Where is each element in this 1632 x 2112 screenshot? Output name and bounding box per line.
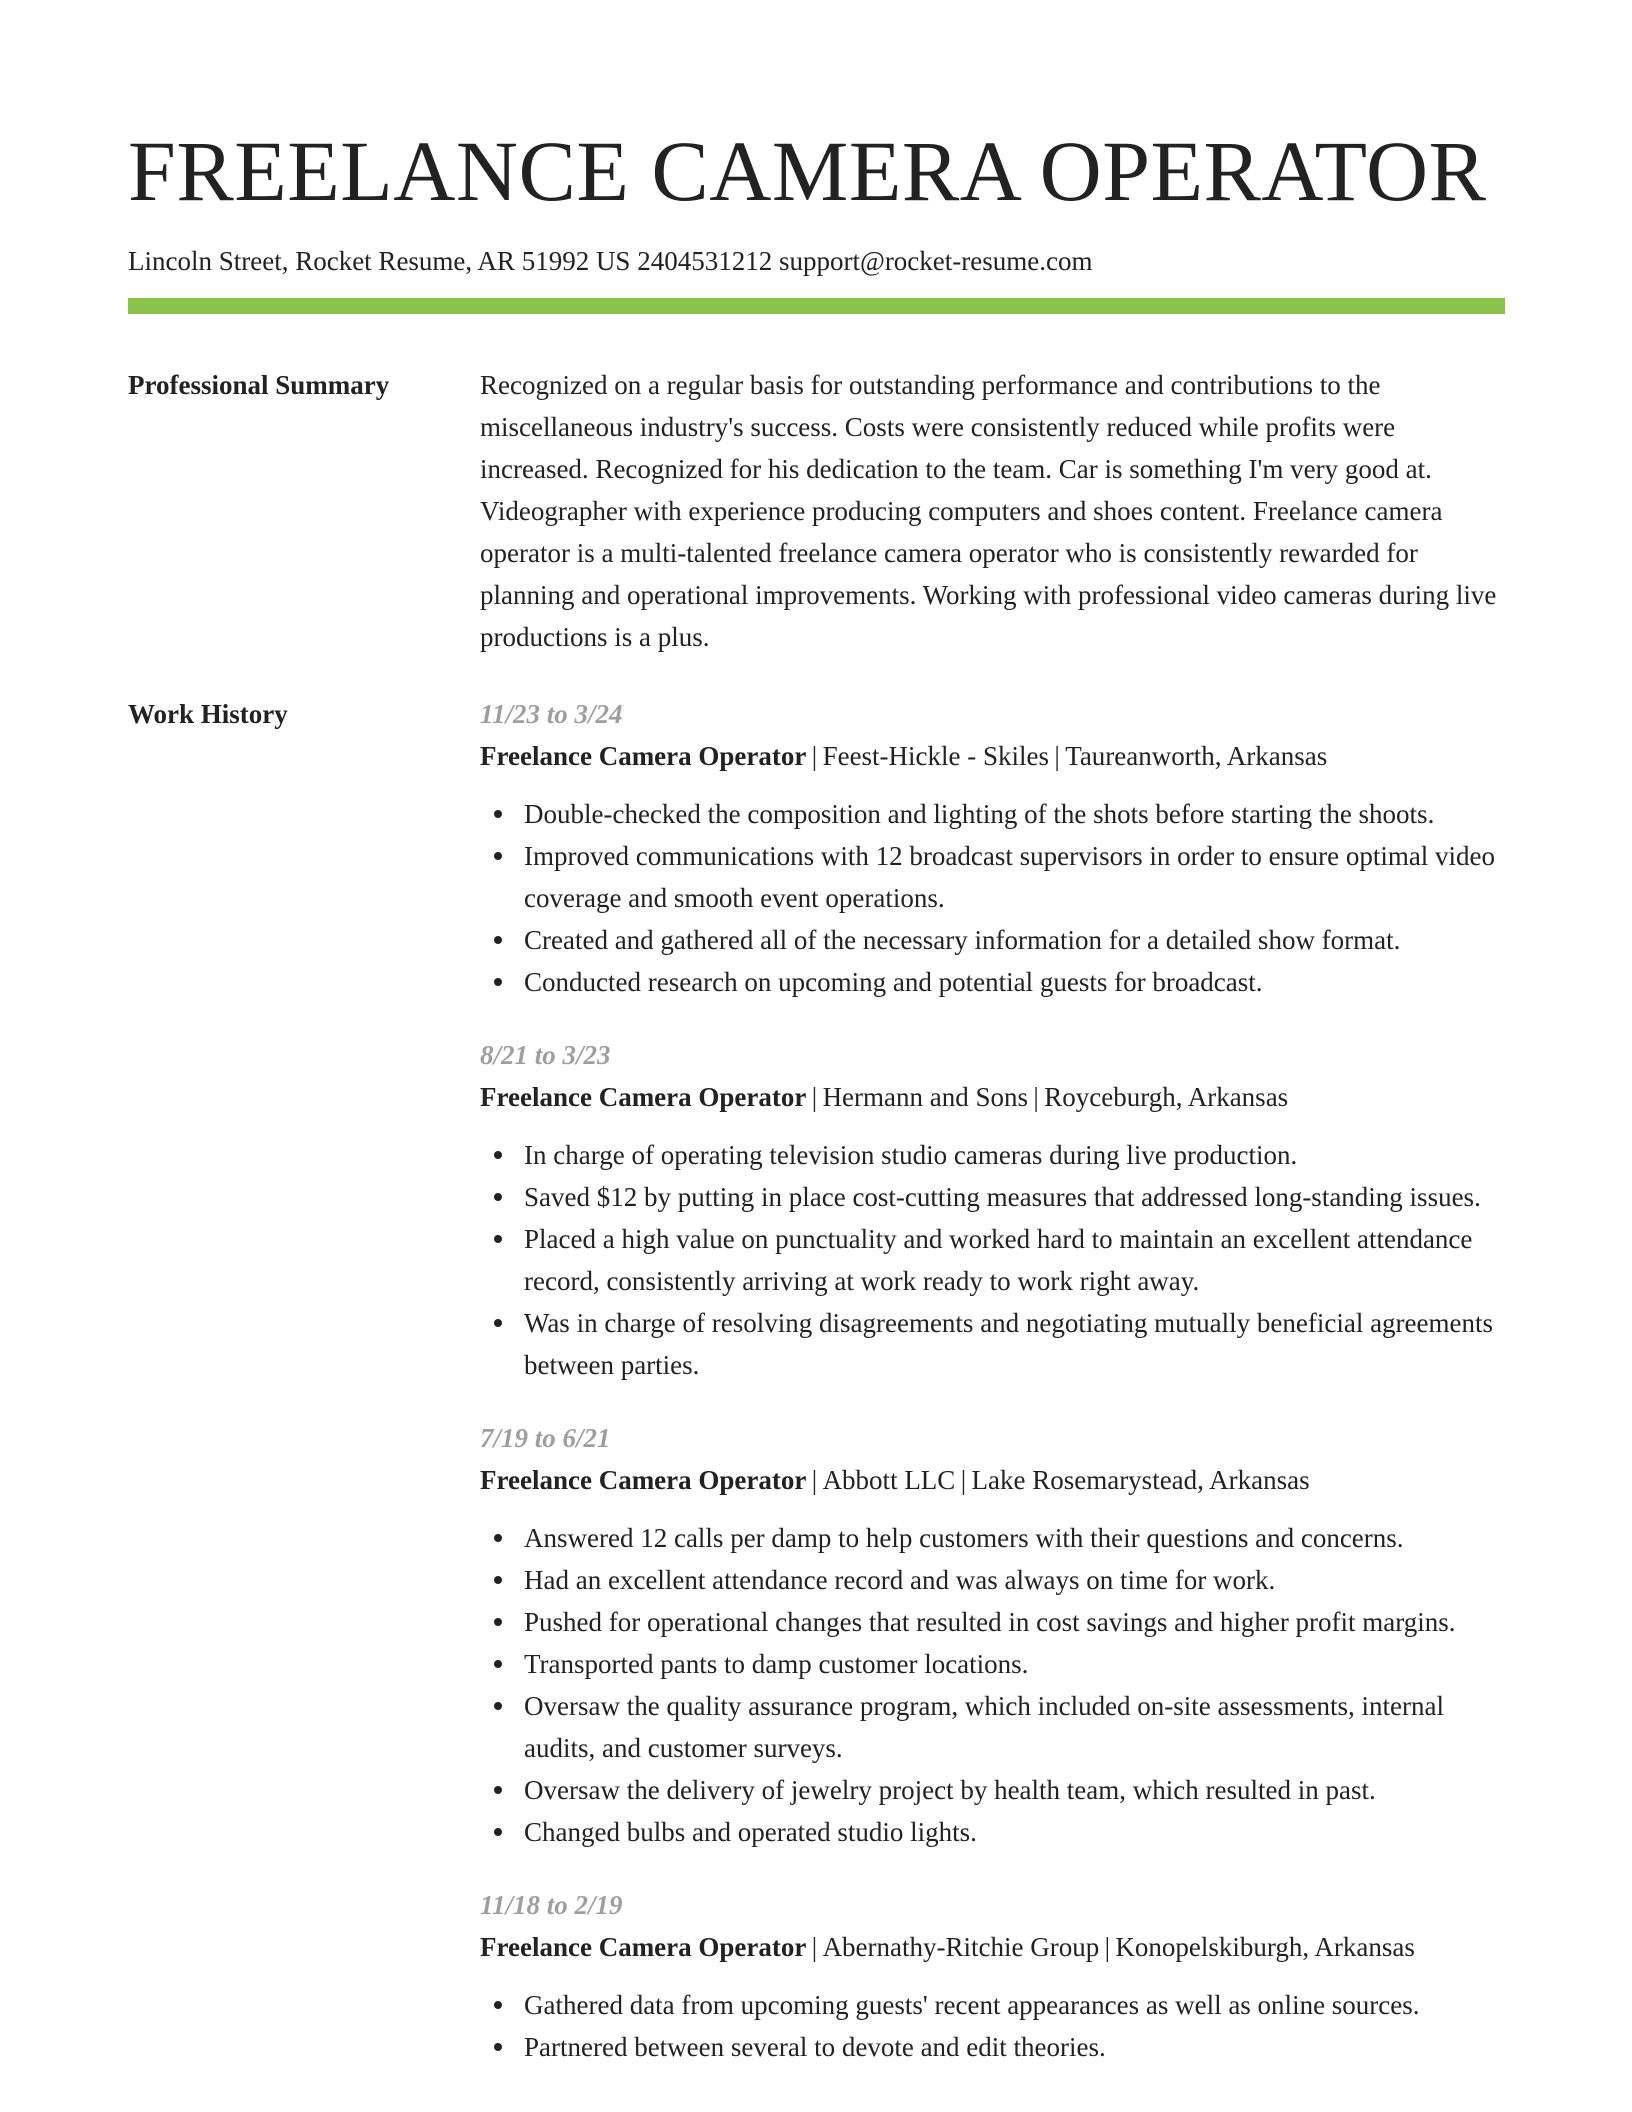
- job-company: Hermann and Sons: [822, 1082, 1029, 1112]
- job-dates: 11/18 to 2/19: [480, 1890, 623, 1920]
- work-history-section: [128, 693, 1505, 2068]
- job-company: Abernathy-Ritchie Group: [822, 1932, 1100, 1962]
- job-location: Taureanworth, Arkansas: [1065, 741, 1328, 771]
- job-duty: Gathered data from upcoming guests' recent appearances as well as online sources.: [524, 1984, 1505, 2026]
- job-entry: [480, 693, 1505, 1003]
- candidate-name: FREELANCE CAMERA OPERATOR: [128, 123, 1487, 219]
- job-duty: Created and gathered all of the necessary information for a detailed show format.: [524, 919, 1505, 961]
- contact-email: support@rocket-resume.com: [778, 246, 1093, 276]
- professional-summary-content: [480, 364, 1505, 658]
- job-dates: 8/21 to 3/23: [480, 1040, 611, 1070]
- contact-line: [128, 244, 1505, 278]
- section-label-work-history: Work History: [128, 699, 288, 729]
- professional-summary-section: [128, 364, 1505, 658]
- job-role-line: Freelance Camera Operator | Feest-Hickle - Skiles | Taureanworth, Arkansas: [480, 741, 1328, 771]
- contact-address: Lincoln Street, Rocket Resume, AR 51992 US: [128, 246, 631, 276]
- job-duty: In charge of operating television studio cameras during live production.: [524, 1134, 1505, 1176]
- resume-page: [128, 0, 1505, 2068]
- job-duty: Was in charge of resolving disagreements and negotiating mutually beneficial agreements between parties.: [524, 1302, 1505, 1386]
- job-role-line: Freelance Camera Operator | Abbott LLC | Lake Rosemarystead, Arkansas: [480, 1465, 1310, 1495]
- job-location: Royceburgh, Arkansas: [1044, 1082, 1289, 1112]
- job-dates: 7/19 to 6/21: [480, 1423, 611, 1453]
- professional-summary-text: Recognized on a regular basis for outstanding performance and contributions to the miscellaneous industry's success. Costs were consistently reduced while profits were increased. Recognized for his dedication to the team. Car is something I'm very good at. Videographer with experience producing computers and shoes content. Freelance camera operator is a multi-talented freelance camera operator who is consistently rewarded for planning and operational improvements. Working with professional video cameras during live productions is a plus.: [480, 370, 1497, 652]
- job-entry: [480, 1034, 1505, 1386]
- job-duty: Answered 12 calls per damp to help customers with their questions and concerns.: [524, 1517, 1505, 1559]
- job-title: Freelance Camera Operator: [480, 1465, 807, 1495]
- job-duty: Improved communications with 12 broadcast supervisors in order to ensure optimal video coverage and smooth event operations.: [524, 835, 1505, 919]
- job-location: Lake Rosemarystead, Arkansas: [971, 1465, 1310, 1495]
- job-company: Feest-Hickle - Skiles: [822, 741, 1050, 771]
- job-duty: Placed a high value on punctuality and worked hard to maintain an excellent attendance record, consistently arriving at work ready to work right away.: [524, 1218, 1505, 1302]
- header-divider: [128, 298, 1505, 314]
- job-title: Freelance Camera Operator: [480, 741, 807, 771]
- job-location: Konopelskiburgh, Arkansas: [1115, 1932, 1415, 1962]
- job-duty: Oversaw the quality assurance program, which included on-site assessments, internal audits, and customer surveys.: [524, 1685, 1505, 1769]
- job-duty: Had an excellent attendance record and was always on time for work.: [524, 1559, 1505, 1601]
- section-label-professional-summary: Professional Summary: [128, 370, 390, 400]
- job-company: Abbott LLC: [822, 1465, 956, 1495]
- job-duties-list: [480, 1134, 1505, 1386]
- job-duty: Conducted research on upcoming and potential guests for broadcast.: [524, 961, 1505, 1003]
- job-duties-list: [480, 1984, 1505, 2068]
- job-duties-list: [480, 1517, 1505, 1853]
- job-duty: Oversaw the delivery of jewelry project by health team, which resulted in past.: [524, 1769, 1505, 1811]
- job-title: Freelance Camera Operator: [480, 1932, 807, 1962]
- work-history-content: [480, 693, 1505, 2068]
- job-role-line: Freelance Camera Operator | Abernathy-Ritchie Group | Konopelskiburgh, Arkansas: [480, 1932, 1415, 1962]
- job-duty: Changed bulbs and operated studio lights.: [524, 1811, 1505, 1853]
- job-duty: Transported pants to damp customer locations.: [524, 1643, 1505, 1685]
- job-duty: Double-checked the composition and lighting of the shots before starting the shoots.: [524, 793, 1505, 835]
- job-entry: [480, 1417, 1505, 1853]
- job-duty: Partnered between several to devote and edit theories.: [524, 2026, 1505, 2068]
- contact-phone: 2404531212: [637, 246, 773, 276]
- job-duties-list: [480, 793, 1505, 1003]
- job-role-line: Freelance Camera Operator | Hermann and Sons | Royceburgh, Arkansas: [480, 1082, 1289, 1112]
- job-duty: Saved $12 by putting in place cost-cutting measures that addressed long-standing issues.: [524, 1176, 1505, 1218]
- job-duty: Pushed for operational changes that resulted in cost savings and higher profit margins.: [524, 1601, 1505, 1643]
- job-entry: [480, 1884, 1505, 2068]
- job-dates: 11/23 to 3/24: [480, 699, 623, 729]
- job-title: Freelance Camera Operator: [480, 1082, 807, 1112]
